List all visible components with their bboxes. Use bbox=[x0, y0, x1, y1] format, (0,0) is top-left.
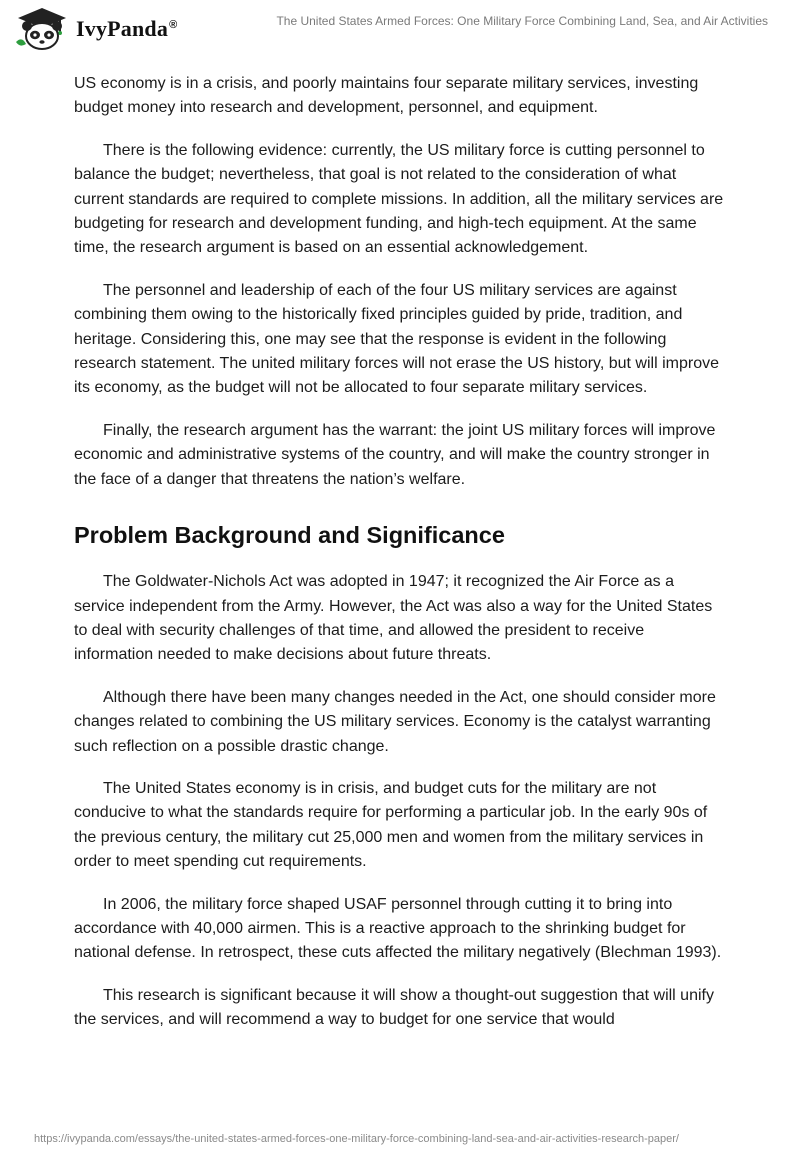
paragraph: US economy is in a crisis, and poorly maintains four separate military services, investing budget money into research and development, personnel, and equipment. bbox=[74, 75, 699, 117]
paragraph: In 2006, the military force shaped USAF personnel through cutting it to bring into accordance with 40,000 airmen. This is a reactive approach to the shrinking budget for national defense. In retrospect, these cuts affected the military negatively (Blechman 1993). bbox=[74, 895, 722, 962]
essay-body bbox=[74, 72, 726, 1051]
brand-logo[interactable] bbox=[14, 6, 177, 52]
brand-name: IvyPanda® bbox=[76, 16, 178, 41]
paragraph: The United States economy is in crisis, and budget cuts for the military are not conducive to what the standards require for performing a particular job. In the early 90s of the previous century, the military cut 25,000 men and women from the military services in order to meet spending cut requirements. bbox=[74, 779, 708, 871]
source-url[interactable]: https://ivypanda.com/essays/the-united-states-armed-forces-one-military-force-combining-land-sea-and-air-activities-research-paper/ bbox=[34, 1133, 679, 1145]
section-heading: Problem Background and Significance bbox=[74, 522, 505, 549]
paragraph: The personnel and leadership of each of the four US military services are against combining them owing to the historically fixed principles guided by pride, tradition, and heritage. Considering this, one may see that the response is evident in the following research statement. The united military forces will not erase the US history, but will improve its economy, as the budget will not be allocated to four separate military services. bbox=[74, 281, 719, 397]
paragraph: This research is significant because it will show a thought-out suggestion that will unify the services, and will recommend a way to budget for one service that would bbox=[74, 986, 714, 1029]
paragraph: The Goldwater-Nichols Act was adopted in 1947; it recognized the Air Force as a service independent from the Army. However, the Act was also a way for the United States to deal with security challenges of that time, and allowed the president to receive information needed to make decisions about future threats. bbox=[74, 573, 713, 664]
page-header bbox=[0, 0, 800, 60]
paragraph: Although there have been many changes needed in the Act, one should consider more changes related to combining the US military services. Economy is the catalyst warranting such reflection on a possible drastic change. bbox=[74, 688, 716, 755]
document-title: The United States Armed Forces: One Military Force Combining Land, Sea, and Air Activities bbox=[276, 14, 768, 28]
paragraph: Finally, the research argument has the warrant: the joint US military forces will improve economic and administrative systems of the country, and will make the country stronger in the face of a danger that threatens the nation’s welfare. bbox=[74, 421, 716, 488]
paragraph: There is the following evidence: currently, the US military force is cutting personnel to balance the budget; nevertheless, that goal is not related to the consideration of what current standards are required to complete missions. In addition, all the military services are budgeting for research and development funding, and high-tech equipment. At the same time, the research argument is based on an essential acknowledgement. bbox=[74, 141, 724, 257]
panda-graduate-icon bbox=[14, 6, 70, 52]
